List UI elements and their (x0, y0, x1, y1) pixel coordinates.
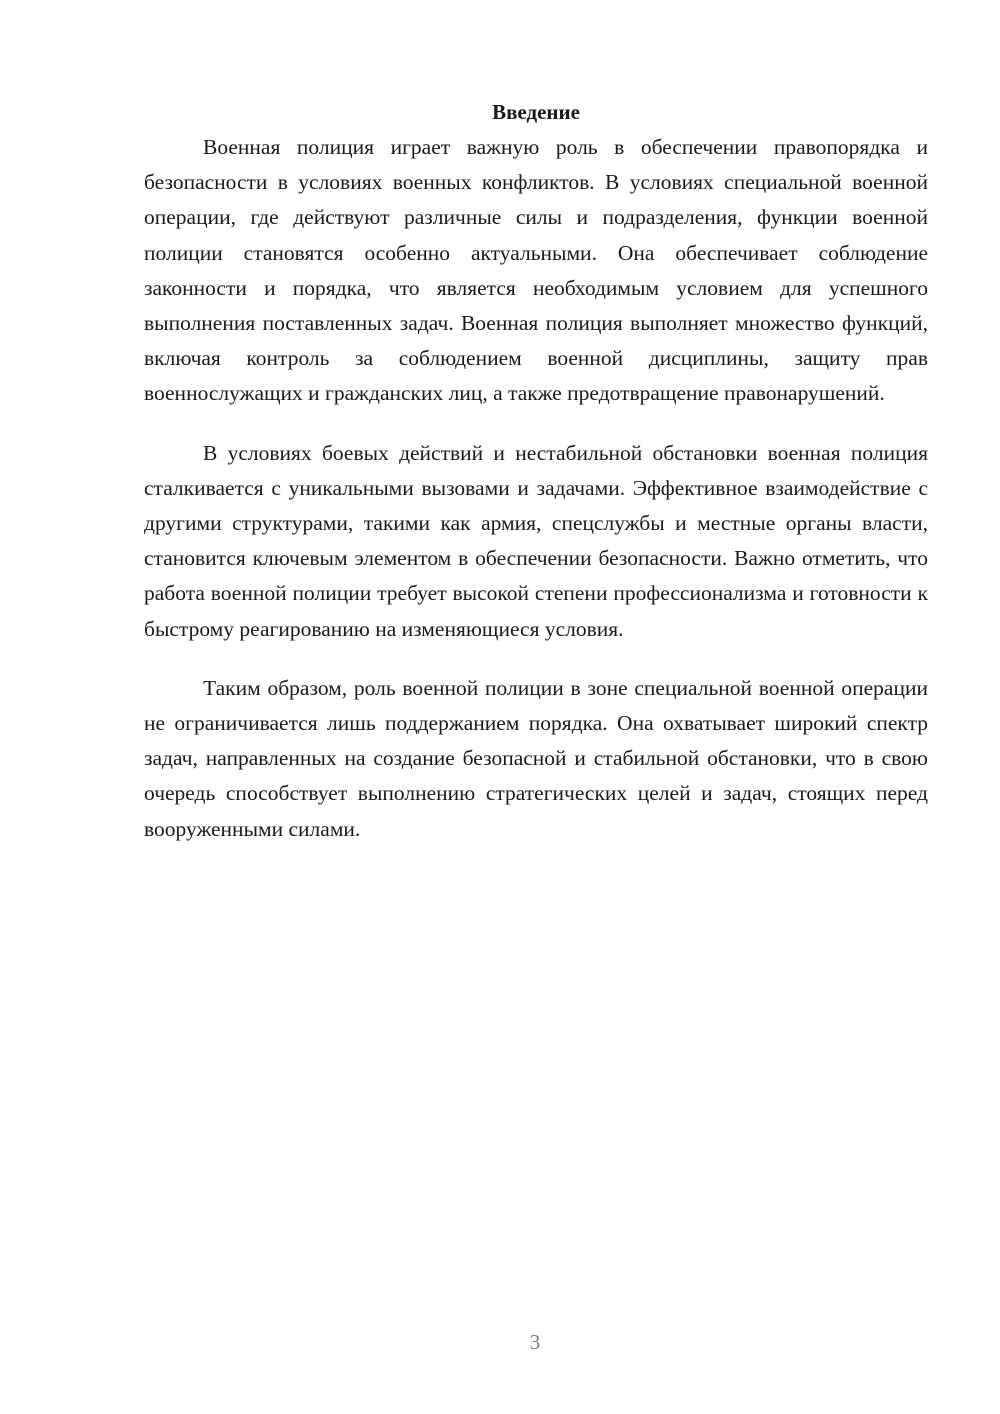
paragraph-2: В условиях боевых действий и нестабильной обстановки военная полиция сталкивается с уникальными вызовами и задачами. Эффективное взаимодействие с другими структурами, такими как армия, спецслужбы и местные органы власти, становится ключевым элементом в обеспечении безопасности. Важно отметить, что работа военной полиции требует высокой степени профессионализма и готовности к быстрому реагированию на изменяющиеся условия. (144, 440, 928, 641)
section-heading: Введение (492, 100, 580, 124)
page-number: 3 (529, 1330, 541, 1354)
paragraph-1: Военная полиция играет важную роль в обеспечении правопорядка и безопасности в условиях военных конфликтов. В условиях специальной военной операции, где действуют различные силы и подразделения, функции военной полиции становятся особенно актуальными. Она обеспечивает соблюдение законности и порядка, что является необходимым условием для успешного выполнения поставленных задач. Военная полиция выполняет множество функций, включая контроль за соблюдением военной дисциплины, защиту прав военнослужащих и гражданских лиц, а также предотвращение правонарушений. (144, 135, 928, 406)
page-content (144, 94, 928, 871)
paragraph-3: Таким образом, роль военной полиции в зоне специальной военной операции не ограничивается лишь поддержанием порядка. Она охватывает широкий спектр задач, направленных на создание безопасной и стабильной обстановки, что в свою очередь способствует выполнению стратегических целей и задач, стоящих перед вооруженными силами. (144, 675, 928, 841)
